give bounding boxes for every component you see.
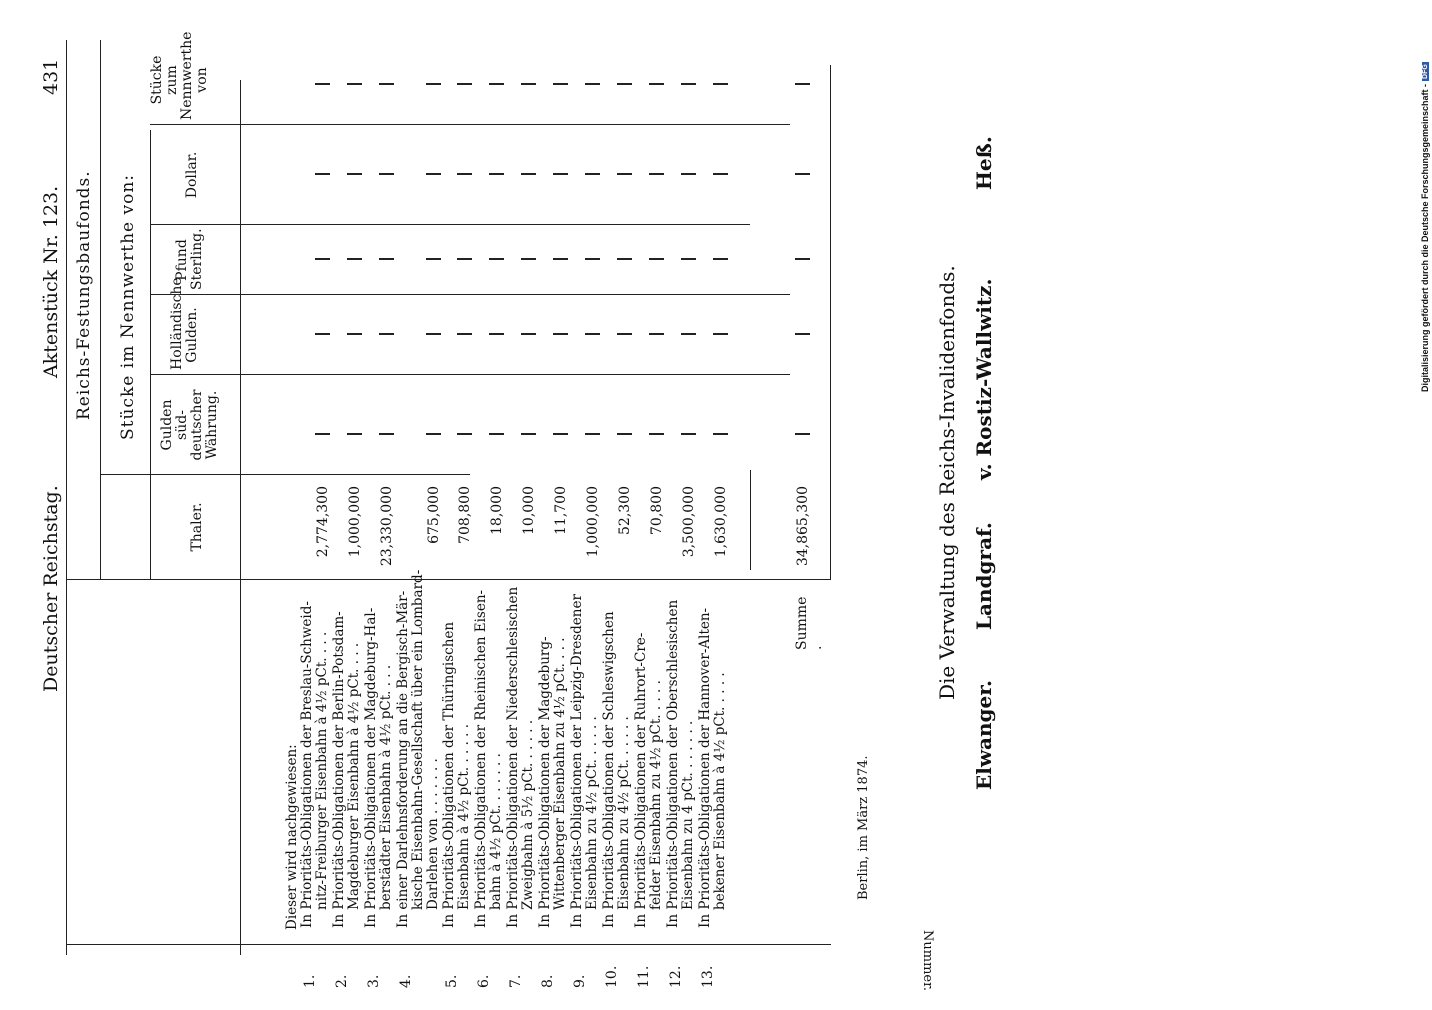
empty-cell-dash: [585, 433, 600, 435]
empty-cell-dash: [489, 333, 504, 335]
empty-cell-dash: [649, 83, 664, 85]
empty-cell-dash: [379, 173, 394, 175]
empty-cell-dash: [585, 333, 600, 335]
empty-cell-dash: [585, 173, 600, 175]
row-description-line: Eisenbahn zu 4½ pCt. . . . . .: [584, 716, 600, 910]
header-center: Aktenstück Nr. 123.: [40, 185, 62, 378]
empty-cell-dash: [795, 433, 810, 435]
row-thaler-value: 10,000: [521, 486, 537, 535]
row-thaler-value: 18,000: [489, 486, 505, 535]
sum-rule: [750, 470, 751, 570]
row-description-line: In Prioritäts-Obligationen der Rheinischen Eisen-: [473, 589, 489, 928]
empty-cell-dash: [426, 173, 441, 175]
col-dollar-heading: Dollar.: [184, 151, 200, 199]
row-description-line: bahn à 4½ pCt. . . . . . .: [488, 753, 504, 910]
row-description-line: In Prioritäts-Obligationen der Schleswigschen: [601, 611, 617, 928]
header-rule: [66, 40, 67, 955]
col-separator-4: [150, 224, 750, 225]
row-number: 10.: [604, 965, 620, 988]
sum-label: Summe .: [794, 596, 825, 650]
row-thaler-value: 1,000,000: [585, 486, 601, 558]
empty-cell-dash: [426, 83, 441, 85]
empty-cell-dash: [585, 258, 600, 260]
page-number: 431: [40, 58, 62, 95]
row-number: 1.: [302, 974, 318, 988]
row-number: 8.: [540, 974, 556, 988]
row-description-line: Magdeburger Eisenbahn à 4½ pCt. . . .: [346, 642, 362, 910]
col-thaler-heading: Thaler.: [189, 502, 205, 552]
signature-4: Heß.: [972, 136, 996, 190]
col-separator-1: [100, 474, 470, 475]
empty-cell-dash: [795, 258, 810, 260]
row-thaler-value: 52,300: [617, 486, 633, 535]
col-pfund-heading: Pfund Sterling.: [174, 228, 205, 290]
empty-cell-dash: [649, 433, 664, 435]
empty-cell-dash: [315, 258, 330, 260]
place-date: Berlin, im März 1874.: [856, 755, 871, 900]
header-left: Deutscher Reichstag.: [40, 485, 62, 692]
sum-value: 34,865,300: [795, 486, 811, 567]
row-description-line: Darlehen von . . . . . . .: [425, 758, 441, 910]
empty-cell-dash: [521, 173, 536, 175]
empty-cell-dash: [347, 173, 362, 175]
empty-cell-dash: [649, 258, 664, 260]
row-number: 6.: [476, 974, 492, 988]
empty-cell-dash: [315, 433, 330, 435]
empty-cell-dash: [347, 333, 362, 335]
col-separator-5: [150, 124, 790, 125]
empty-cell-dash: [379, 333, 394, 335]
row-thaler-value: 1,630,000: [713, 486, 729, 558]
row-description-line: nitz-Freiburger Eisenbahn à 4½ pCt. . . .: [314, 631, 330, 910]
empty-cell-dash: [617, 433, 632, 435]
empty-cell-dash: [713, 433, 728, 435]
group-title: Reichs-Festungsbaufonds.: [74, 170, 94, 420]
row-thaler-value: 675,000: [426, 486, 442, 544]
row-description-line: Eisenbahn zu 4½ pCt. . . . . .: [616, 716, 632, 910]
row-description-line: bekener Eisenbahn à 4½ pCt. . . . .: [712, 672, 728, 910]
empty-cell-dash: [553, 333, 568, 335]
empty-cell-dash: [795, 173, 810, 175]
empty-cell-dash: [713, 83, 728, 85]
row-number: 9.: [572, 974, 588, 988]
row-number: 3.: [366, 974, 382, 988]
empty-cell-dash: [426, 333, 441, 335]
empty-cell-dash: [617, 258, 632, 260]
authority: Die Verwaltung des Reichs-Invalidenfonds.: [935, 265, 959, 700]
empty-cell-dash: [553, 83, 568, 85]
empty-cell-dash: [521, 433, 536, 435]
subgroup-title: Stücke im Nennwerthe von:: [118, 173, 138, 440]
header-body-separator: [240, 80, 241, 955]
empty-cell-dash: [379, 433, 394, 435]
empty-cell-dash: [553, 173, 568, 175]
col-number-heading: Nummer.: [920, 930, 935, 992]
row-thaler-value: 1,000,000: [347, 486, 363, 558]
credit-text: Digitalisierung gefördert durch die Deutsche Forschungsgemeinschaft -: [1420, 83, 1430, 392]
row-number: 4.: [398, 974, 414, 988]
row-description-line: In Prioritäts-Obligationen der Magdeburg-Hal-: [363, 607, 379, 928]
row-description-line: In Prioritäts-Obligationen der Ruhrort-Cre-: [633, 632, 649, 928]
row-description-line: Wittenberger Eisenbahn zu 4½ pCt. . . .: [552, 637, 568, 910]
empty-cell-dash: [347, 433, 362, 435]
dfg-badge: DFG: [1421, 64, 1429, 79]
col-hollaendisch-heading: Holländische Gulden.: [169, 277, 200, 370]
row-description-line: berstädter Eisenbahn à 4½ pCt. . . .: [378, 664, 394, 910]
empty-cell-dash: [649, 173, 664, 175]
empty-cell-dash: [457, 83, 472, 85]
empty-cell-dash: [617, 173, 632, 175]
empty-cell-dash: [426, 433, 441, 435]
row-description-line: Zweigbahn à 5½ pCt. . . . . .: [520, 719, 536, 910]
signature-1: Elwanger.: [972, 680, 996, 790]
subgroup-rule: [150, 130, 151, 580]
col-separator-3: [150, 294, 790, 295]
col-separator-2: [150, 374, 790, 375]
empty-cell-dash: [795, 83, 810, 85]
empty-cell-dash: [457, 333, 472, 335]
row-number: 5.: [444, 974, 460, 988]
row-thaler-value: 3,500,000: [681, 486, 697, 558]
row-description-line: felder Eisenbahn zu 4½ pCt. . . . .: [648, 680, 664, 910]
row-description-line: Eisenbahn à 4½ pCt. . . . . .: [456, 723, 472, 910]
row-description-line: In Prioritäts-Obligationen der Berlin-Potsdam-: [331, 611, 347, 928]
empty-cell-dash: [681, 258, 696, 260]
col-stuecke-heading: Stücke zum Nennwerthe von: [149, 31, 210, 120]
empty-cell-dash: [713, 173, 728, 175]
col-gulden-heading: Gulden süd-deutscher Währung.: [159, 389, 220, 461]
empty-cell-dash: [315, 333, 330, 335]
empty-cell-dash: [617, 83, 632, 85]
empty-cell-dash: [521, 258, 536, 260]
empty-cell-dash: [457, 433, 472, 435]
empty-cell-dash: [553, 433, 568, 435]
group-rule: [100, 40, 101, 580]
row-thaler-value: 70,800: [649, 486, 665, 535]
row-number: 2.: [334, 974, 350, 988]
row-number: 13.: [700, 965, 716, 988]
empty-cell-dash: [457, 258, 472, 260]
empty-cell-dash: [489, 433, 504, 435]
row-number: 7.: [508, 974, 524, 988]
desc-value-separator: [66, 579, 831, 580]
row-description-line: In einer Darlehnsforderung an die Bergisch-Mär-: [395, 590, 411, 928]
empty-cell-dash: [795, 333, 810, 335]
table-bottom-rule: [830, 65, 831, 580]
empty-cell-dash: [713, 333, 728, 335]
row-thaler-value: 708,800: [457, 486, 473, 544]
empty-cell-dash: [521, 83, 536, 85]
empty-cell-dash: [489, 173, 504, 175]
empty-cell-dash: [379, 83, 394, 85]
signature-2: Landgraf.: [972, 522, 996, 630]
row-description-line: In Prioritäts-Obligationen der Magdeburg-: [537, 636, 553, 928]
row-description-line: kische Eisenbahn-Gesellschaft über ein Lombard-: [410, 569, 426, 910]
empty-cell-dash: [379, 258, 394, 260]
table-border: [66, 944, 831, 945]
row-description-line: In Prioritäts-Obligationen der Oberschlesischen: [665, 599, 681, 928]
empty-cell-dash: [649, 333, 664, 335]
empty-cell-dash: [681, 433, 696, 435]
row-thaler-value: 2,774,300: [315, 486, 331, 558]
empty-cell-dash: [347, 258, 362, 260]
intro-text: Dieser wird nachgewiesen:: [284, 744, 300, 930]
row-description-line: Eisenbahn zu 4 pCt. . . . . . .: [680, 720, 696, 910]
row-description-line: In Prioritäts-Obligationen der Breslau-Schweid-: [299, 601, 315, 928]
empty-cell-dash: [617, 333, 632, 335]
empty-cell-dash: [457, 173, 472, 175]
row-description-line: In Prioritäts-Obligationen der Leipzig-Dresdener: [569, 594, 585, 928]
empty-cell-dash: [489, 83, 504, 85]
empty-cell-dash: [521, 333, 536, 335]
empty-cell-dash: [681, 83, 696, 85]
row-number: 11.: [636, 965, 652, 988]
row-description-line: In Prioritäts-Obligationen der Thüringischen: [441, 621, 457, 928]
empty-cell-dash: [347, 83, 362, 85]
row-description-line: In Prioritäts-Obligationen der Hannover-Alten-: [697, 607, 713, 928]
row-description-line: In Prioritäts-Obligationen der Niederschlesischen: [505, 586, 521, 928]
empty-cell-dash: [315, 83, 330, 85]
row-number: 12.: [668, 965, 684, 988]
row-thaler-value: 23,330,000: [379, 486, 395, 567]
empty-cell-dash: [315, 173, 330, 175]
empty-cell-dash: [585, 83, 600, 85]
empty-cell-dash: [681, 173, 696, 175]
row-thaler-value: 11,700: [553, 486, 569, 535]
empty-cell-dash: [489, 258, 504, 260]
empty-cell-dash: [426, 258, 441, 260]
digitization-credit: [1418, 0, 1432, 1000]
signature-3: v. Rostiz-Wallwitz.: [972, 278, 996, 480]
empty-cell-dash: [681, 333, 696, 335]
empty-cell-dash: [713, 258, 728, 260]
empty-cell-dash: [553, 258, 568, 260]
